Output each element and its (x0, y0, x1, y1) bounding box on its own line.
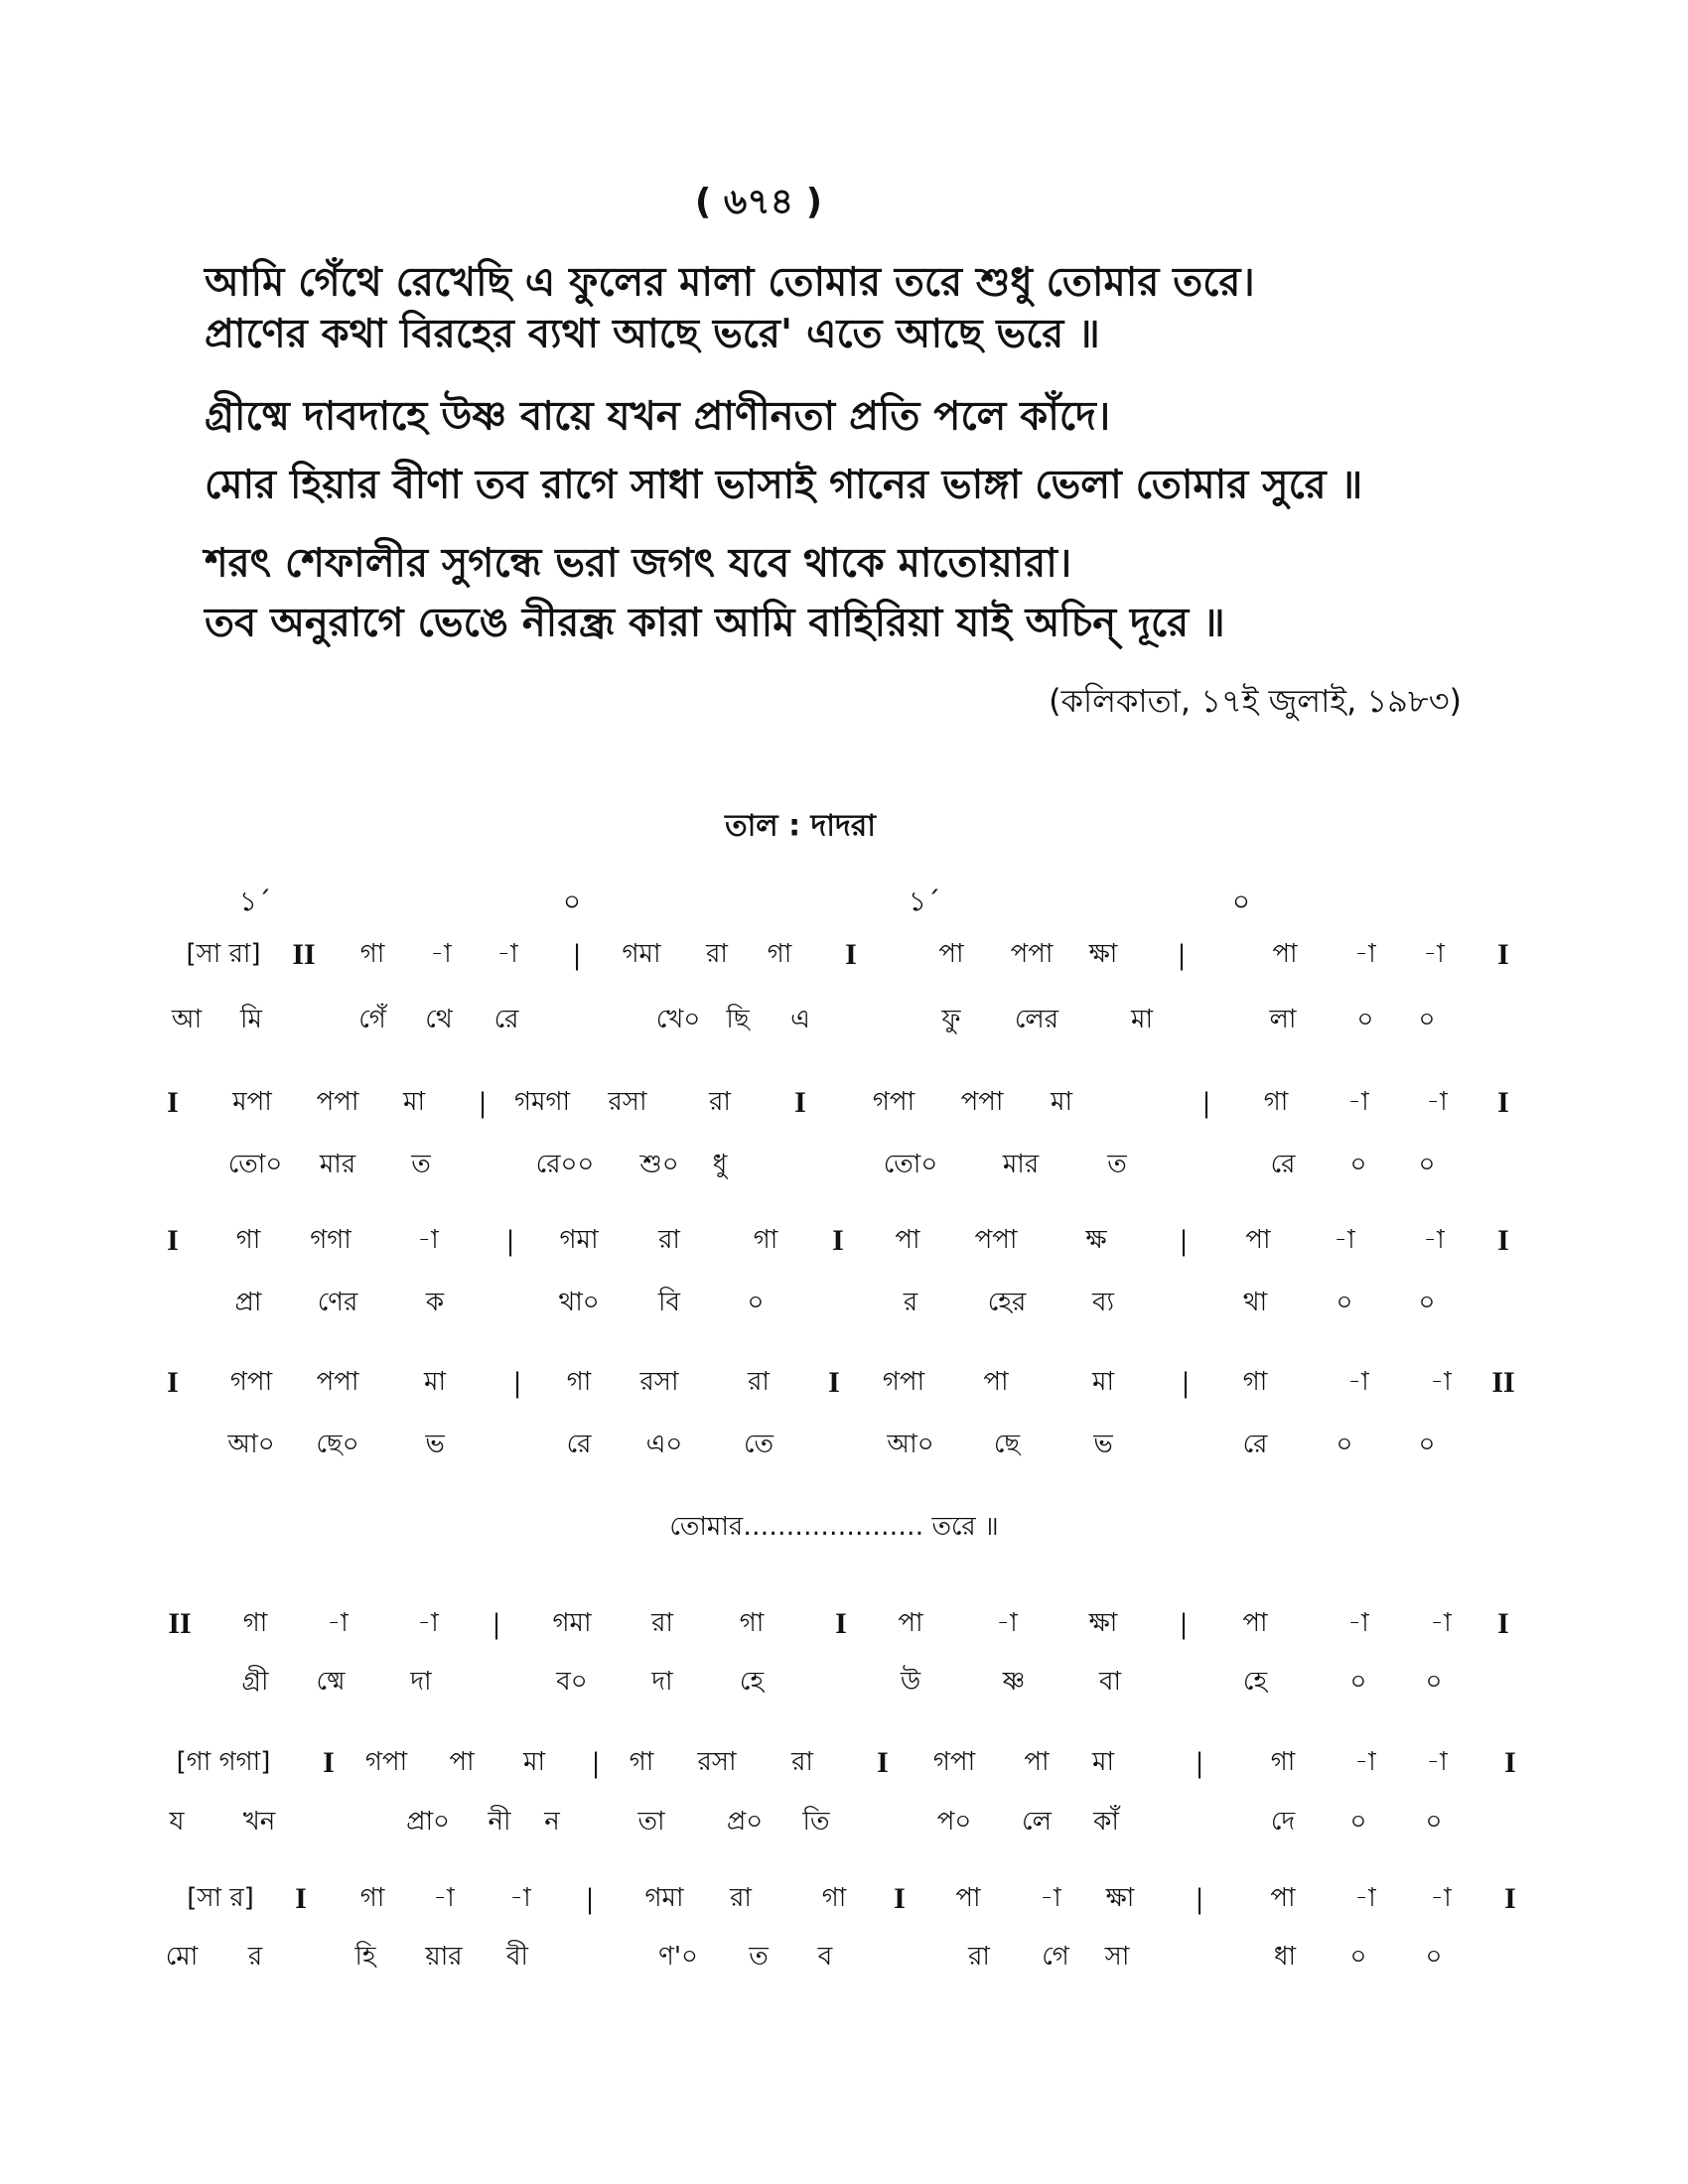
lyric-syllable: ত (1107, 1150, 1127, 1179)
lyric-syllable: ০ (1336, 1430, 1353, 1459)
swara-note: রসা (697, 1747, 737, 1777)
bar-line: I (894, 1882, 906, 1915)
lyric-syllable: উ (900, 1667, 921, 1697)
beat-mark: ১´ (908, 885, 941, 918)
bar-line: I (1504, 1882, 1516, 1915)
lyric-syllable: আ (171, 1005, 203, 1034)
swara-note: গপা (882, 1367, 925, 1397)
swara-note: রা (709, 1087, 731, 1117)
lyric-syllable: ০ (1418, 1150, 1436, 1179)
lyric-syllable: ০ (1349, 1150, 1367, 1179)
bar-line: I (295, 1882, 307, 1915)
lyric-syllable: লা (1269, 1005, 1297, 1034)
swara-note: পপা (316, 1367, 359, 1397)
swara-note: গা (739, 1608, 765, 1638)
swara-note: -া (996, 1608, 1018, 1638)
lyric-syllable: ক (425, 1288, 445, 1317)
swara-note: -া (496, 939, 518, 969)
bar-line: | (1182, 1366, 1190, 1399)
lyric-syllable: লের (1014, 1005, 1059, 1034)
swara-note: মা (1092, 1747, 1114, 1777)
lyric-syllable: মার (319, 1150, 356, 1179)
bar-line: | (573, 938, 581, 971)
composition-date: (কলিকাতা, ১৭ই জুলাই, ১৯৮৩) (1049, 682, 1462, 720)
lyric-syllable: র (903, 1288, 918, 1317)
swara-note: পা (898, 1608, 923, 1638)
lyric-syllable: ০ (747, 1288, 765, 1317)
swara-note: মা (523, 1747, 545, 1777)
swara-note: -া (1334, 1225, 1355, 1255)
lyric-syllable: কাঁ (1093, 1807, 1119, 1837)
lyric-syllable: খন (242, 1807, 276, 1837)
lyric-syllable: গেঁ (358, 1005, 386, 1034)
lyric-syllable: প০ (936, 1807, 972, 1837)
lyric-syllable: প্রা০ (406, 1807, 450, 1837)
swara-note: পা (955, 1883, 981, 1913)
lyric-syllable: ত (749, 1942, 769, 1972)
swara-note: রা (730, 1883, 752, 1913)
swara-note: মা (403, 1087, 425, 1117)
swara-note: গমা (559, 1225, 599, 1255)
lyric-syllable: ভ (1093, 1430, 1113, 1459)
swara-note: মা (1051, 1087, 1072, 1117)
bar-line: | (1178, 938, 1186, 971)
lyric-syllable: মা (1131, 1005, 1153, 1034)
lyric-syllable: ভ (425, 1430, 445, 1459)
lyric-syllable: আ০ (887, 1430, 934, 1459)
swara-note: -া (509, 1883, 531, 1913)
swara-note: গমা (552, 1608, 592, 1638)
lyric-syllable: বা (1098, 1667, 1122, 1697)
swara-note: -া (433, 1883, 455, 1913)
lyric-syllable: তি (802, 1807, 830, 1837)
swara-note: পা (1270, 1883, 1296, 1913)
lyric-syllable: ধু (712, 1150, 728, 1179)
bar-line: I (167, 1366, 179, 1399)
bar-line: I (1497, 938, 1509, 971)
swara-note: পা (983, 1367, 1009, 1397)
lyric-syllable: ষ্মে (316, 1667, 346, 1697)
swara-note: রা (706, 939, 728, 969)
double-bar-line: II (292, 938, 316, 971)
bar-line: | (1202, 1086, 1210, 1119)
swara-note: গা (359, 939, 385, 969)
swara-note: -া (1426, 1087, 1448, 1117)
swara-note: রসা (608, 1087, 647, 1117)
bar-line: | (586, 1882, 594, 1915)
lyric-syllable: গে (1042, 1942, 1069, 1972)
lyric-syllable: দে (1270, 1807, 1296, 1837)
bar-line: I (828, 1366, 840, 1399)
swara-note: -া (1347, 1367, 1369, 1397)
lyric-syllable: ব (817, 1942, 833, 1972)
lyric-syllable: য (169, 1807, 185, 1837)
swara-note: গমগা (513, 1087, 571, 1117)
bar-line: I (1497, 1607, 1509, 1640)
tala-label: তাল : দাদরা (725, 808, 876, 844)
swara-note: -া (1354, 1883, 1376, 1913)
beat-mark: ১´ (238, 885, 272, 918)
swara-note: পপা (974, 1225, 1018, 1255)
bar-line: I (832, 1224, 844, 1257)
lyric-syllable: সা (1104, 1942, 1130, 1972)
lyrics-line: গ্রীষ্মে দাবদাহে উষ্ণ বায়ে যখন প্রাণীনতা প্রতি পলে কাঁদে। (205, 393, 1111, 440)
lyric-syllable: তো০ (227, 1150, 283, 1179)
swara-note: গা (242, 1608, 268, 1638)
lyric-syllable: রে (566, 1430, 592, 1459)
swara-note: পা (1242, 1608, 1268, 1638)
swara-note: গমা (622, 939, 661, 969)
swara-note: গা (767, 939, 792, 969)
lyric-syllable: ছে (993, 1430, 1021, 1459)
lyric-syllable: তো০ (883, 1150, 938, 1179)
lyric-syllable: রে (1242, 1430, 1268, 1459)
swara-note: গা (566, 1367, 592, 1397)
bar-line: | (513, 1366, 521, 1399)
bar-line: | (1180, 1224, 1188, 1257)
double-bar-line: II (1491, 1366, 1515, 1399)
bar-line: | (1196, 1746, 1203, 1779)
lyrics-line: আমি গেঁথে রেখেছি এ ফুলের মালা তোমার তরে শুধু তোমার তরে। (205, 259, 1255, 306)
swara-note: গপা (229, 1367, 273, 1397)
lyrics-line: শরৎ শেফালীর সুগন্ধে ভরা জগৎ যবে থাকে মাতোয়ারা। (205, 540, 1072, 587)
lyric-syllable: ষ্ণ (1002, 1667, 1026, 1697)
lyric-syllable: ফু (941, 1005, 961, 1034)
lyric-syllable: এ০ (645, 1430, 683, 1459)
swara-note: ক্ষ (1085, 1225, 1107, 1255)
lyric-syllable: বি (658, 1288, 680, 1317)
swara-note: -া (430, 939, 452, 969)
lyric-syllable: ০ (1425, 1942, 1443, 1972)
swara-note: -া (1040, 1883, 1061, 1913)
lyric-syllable: তে (743, 1430, 774, 1459)
swara-note: রা (791, 1747, 813, 1777)
refrain-cue: তোমার………………… তরে ॥ (669, 1512, 999, 1542)
bar-line: | (506, 1224, 514, 1257)
swara-note: পপা (316, 1087, 359, 1117)
bar-line: I (167, 1224, 179, 1257)
bar-line: I (845, 938, 857, 971)
swara-note: -া (1430, 1883, 1452, 1913)
swara-note: গমা (644, 1883, 684, 1913)
lyric-syllable: ০ (1349, 1942, 1367, 1972)
swara-note: -া (1354, 939, 1376, 969)
lyric-syllable: ০ (1418, 1288, 1436, 1317)
swara-note: রসা (639, 1367, 679, 1397)
lyrics-line: প্রাণের কথা বিরহের ব্যথা আছে ভরে' এতে আছে ভরে ॥ (205, 311, 1100, 357)
swara-note: গা (753, 1225, 778, 1255)
lyric-syllable: থা০ (558, 1288, 600, 1317)
lyric-syllable: রা (968, 1942, 990, 1972)
bar-line: | (492, 1607, 500, 1640)
bar-line: | (479, 1086, 487, 1119)
swara-note: পা (449, 1747, 475, 1777)
lyric-syllable: বী (506, 1942, 528, 1972)
lyric-syllable: মার (1002, 1150, 1040, 1179)
swara-note: -া (417, 1225, 439, 1255)
swara-note: গা (359, 1883, 385, 1913)
lyric-syllable: হে (739, 1667, 765, 1697)
bar-line: | (1180, 1607, 1188, 1640)
bar-line: I (167, 1086, 179, 1119)
lyric-syllable: দা (651, 1667, 673, 1697)
swara-note: পা (1024, 1747, 1050, 1777)
swara-note: মা (424, 1367, 446, 1397)
lyric-syllable: ০ (1425, 1807, 1443, 1837)
lyric-syllable: রে০০ (535, 1150, 595, 1179)
lyric-syllable: প্র০ (726, 1807, 764, 1837)
beat-mark: ০ (562, 885, 582, 918)
lyrics-line: তব অনুরাগে ভেঙে নীরন্ধ্র কারা আমি বাহিরিয়া যাই অচিন্ দূরে ॥ (205, 600, 1225, 646)
swara-note: -া (1430, 1608, 1452, 1638)
lyric-syllable: তা (637, 1807, 665, 1837)
lyric-syllable: রে (493, 1005, 519, 1034)
lyric-syllable: ০ (1418, 1005, 1436, 1034)
lyric-syllable: গ্রী (241, 1667, 269, 1697)
lyric-syllable: খে০ (655, 1005, 701, 1034)
lyric-syllable: ণের (317, 1288, 358, 1317)
lyric-syllable: শু০ (639, 1150, 679, 1179)
bar-line: I (323, 1746, 335, 1779)
grace-notes: [গা গগা] (176, 1747, 271, 1777)
swara-note: পা (938, 939, 964, 969)
swara-note: -া (1426, 1747, 1448, 1777)
swara-note: -া (1430, 1367, 1452, 1397)
lyric-syllable: ত (411, 1150, 431, 1179)
swara-note: গপা (364, 1747, 408, 1777)
swara-note: ক্ষা (1105, 1883, 1135, 1913)
swara-note: -া (1347, 1608, 1369, 1638)
swara-note: -া (417, 1608, 439, 1638)
swara-note: পপা (1010, 939, 1054, 969)
lyric-syllable: এ (790, 1005, 810, 1034)
bar-line: I (794, 1086, 806, 1119)
lyric-syllable: ন (544, 1807, 560, 1837)
swara-note: গপা (932, 1747, 976, 1777)
swara-note: গা (1242, 1367, 1268, 1397)
swara-note: -া (1423, 939, 1445, 969)
lyric-syllable: নী (488, 1807, 511, 1837)
lyrics-line: মোর হিয়ার বীণা তব রাগে সাধা ভাসাই গানের ভাঙ্গা ভেলা তোমার সুরে ॥ (205, 462, 1363, 508)
lyric-syllable: ০ (1356, 1005, 1374, 1034)
swara-note: ক্ষা (1088, 939, 1118, 969)
bar-line: I (835, 1607, 847, 1640)
lyric-syllable: ০ (1349, 1667, 1367, 1697)
lyric-syllable: য়ার (425, 1942, 463, 1972)
lyric-syllable: দা (410, 1667, 432, 1697)
lyric-syllable: লে (1022, 1807, 1052, 1837)
lyric-syllable: হে (1242, 1667, 1268, 1697)
lyric-syllable: হি (354, 1942, 376, 1972)
swara-note: মপা (232, 1087, 272, 1117)
bar-line: | (1196, 1882, 1203, 1915)
swara-note: গপা (872, 1087, 915, 1117)
lyric-syllable: প্রা (234, 1288, 262, 1317)
swara-note: রা (658, 1225, 680, 1255)
swara-note: পা (1245, 1225, 1271, 1255)
lyric-syllable: র (247, 1942, 263, 1972)
lyric-syllable: ০ (1349, 1807, 1367, 1837)
swara-note: পা (895, 1225, 920, 1255)
swara-note: গা (1263, 1087, 1289, 1117)
swara-note: গা (235, 1225, 261, 1255)
lyric-syllable: ০ (1336, 1288, 1353, 1317)
swara-note: -া (1423, 1225, 1445, 1255)
swara-note: মা (1092, 1367, 1114, 1397)
bar-line: I (1504, 1746, 1516, 1779)
lyric-syllable: হের (987, 1288, 1027, 1317)
song-number-heading: ( ৬৭৪ ) (694, 182, 823, 222)
swara-note: -া (1354, 1747, 1376, 1777)
grace-notes: [সা র] (187, 1883, 254, 1913)
lyric-syllable: থা (1242, 1288, 1268, 1317)
bar-line: I (1497, 1086, 1509, 1119)
bar-line: | (592, 1746, 600, 1779)
swara-note: গা (1270, 1747, 1296, 1777)
swara-note: -া (1347, 1087, 1369, 1117)
lyric-syllable: ব্য (1091, 1288, 1115, 1317)
bar-line: I (877, 1746, 889, 1779)
lyric-syllable: মি (240, 1005, 262, 1034)
lyric-syllable: ছে০ (316, 1430, 359, 1459)
bar-line: I (1497, 1224, 1509, 1257)
lyric-syllable: আ০ (227, 1430, 275, 1459)
lyric-syllable: রে (1270, 1150, 1296, 1179)
swara-note: পা (1272, 939, 1298, 969)
double-bar-line: II (168, 1607, 192, 1640)
swara-note: রা (748, 1367, 770, 1397)
lyric-syllable: ধা (1273, 1942, 1297, 1972)
swara-note: রা (651, 1608, 673, 1638)
swara-note: পপা (960, 1087, 1004, 1117)
grace-notes: [সা রা] (186, 939, 261, 969)
lyric-syllable: ছি (726, 1005, 750, 1034)
swara-note: -া (327, 1608, 349, 1638)
lyric-syllable: ণ'০ (658, 1942, 698, 1972)
swara-note: ক্ষা (1088, 1608, 1118, 1638)
lyric-syllable: মো (165, 1942, 199, 1972)
swara-note: গা (821, 1883, 847, 1913)
lyric-syllable: থে (425, 1005, 453, 1034)
swara-note: গা (629, 1747, 654, 1777)
lyric-syllable: ব০ (556, 1667, 588, 1697)
swara-note: গগা (310, 1225, 352, 1255)
lyric-syllable: ০ (1418, 1430, 1436, 1459)
beat-mark: ০ (1231, 885, 1251, 918)
lyric-syllable: ০ (1425, 1667, 1443, 1697)
